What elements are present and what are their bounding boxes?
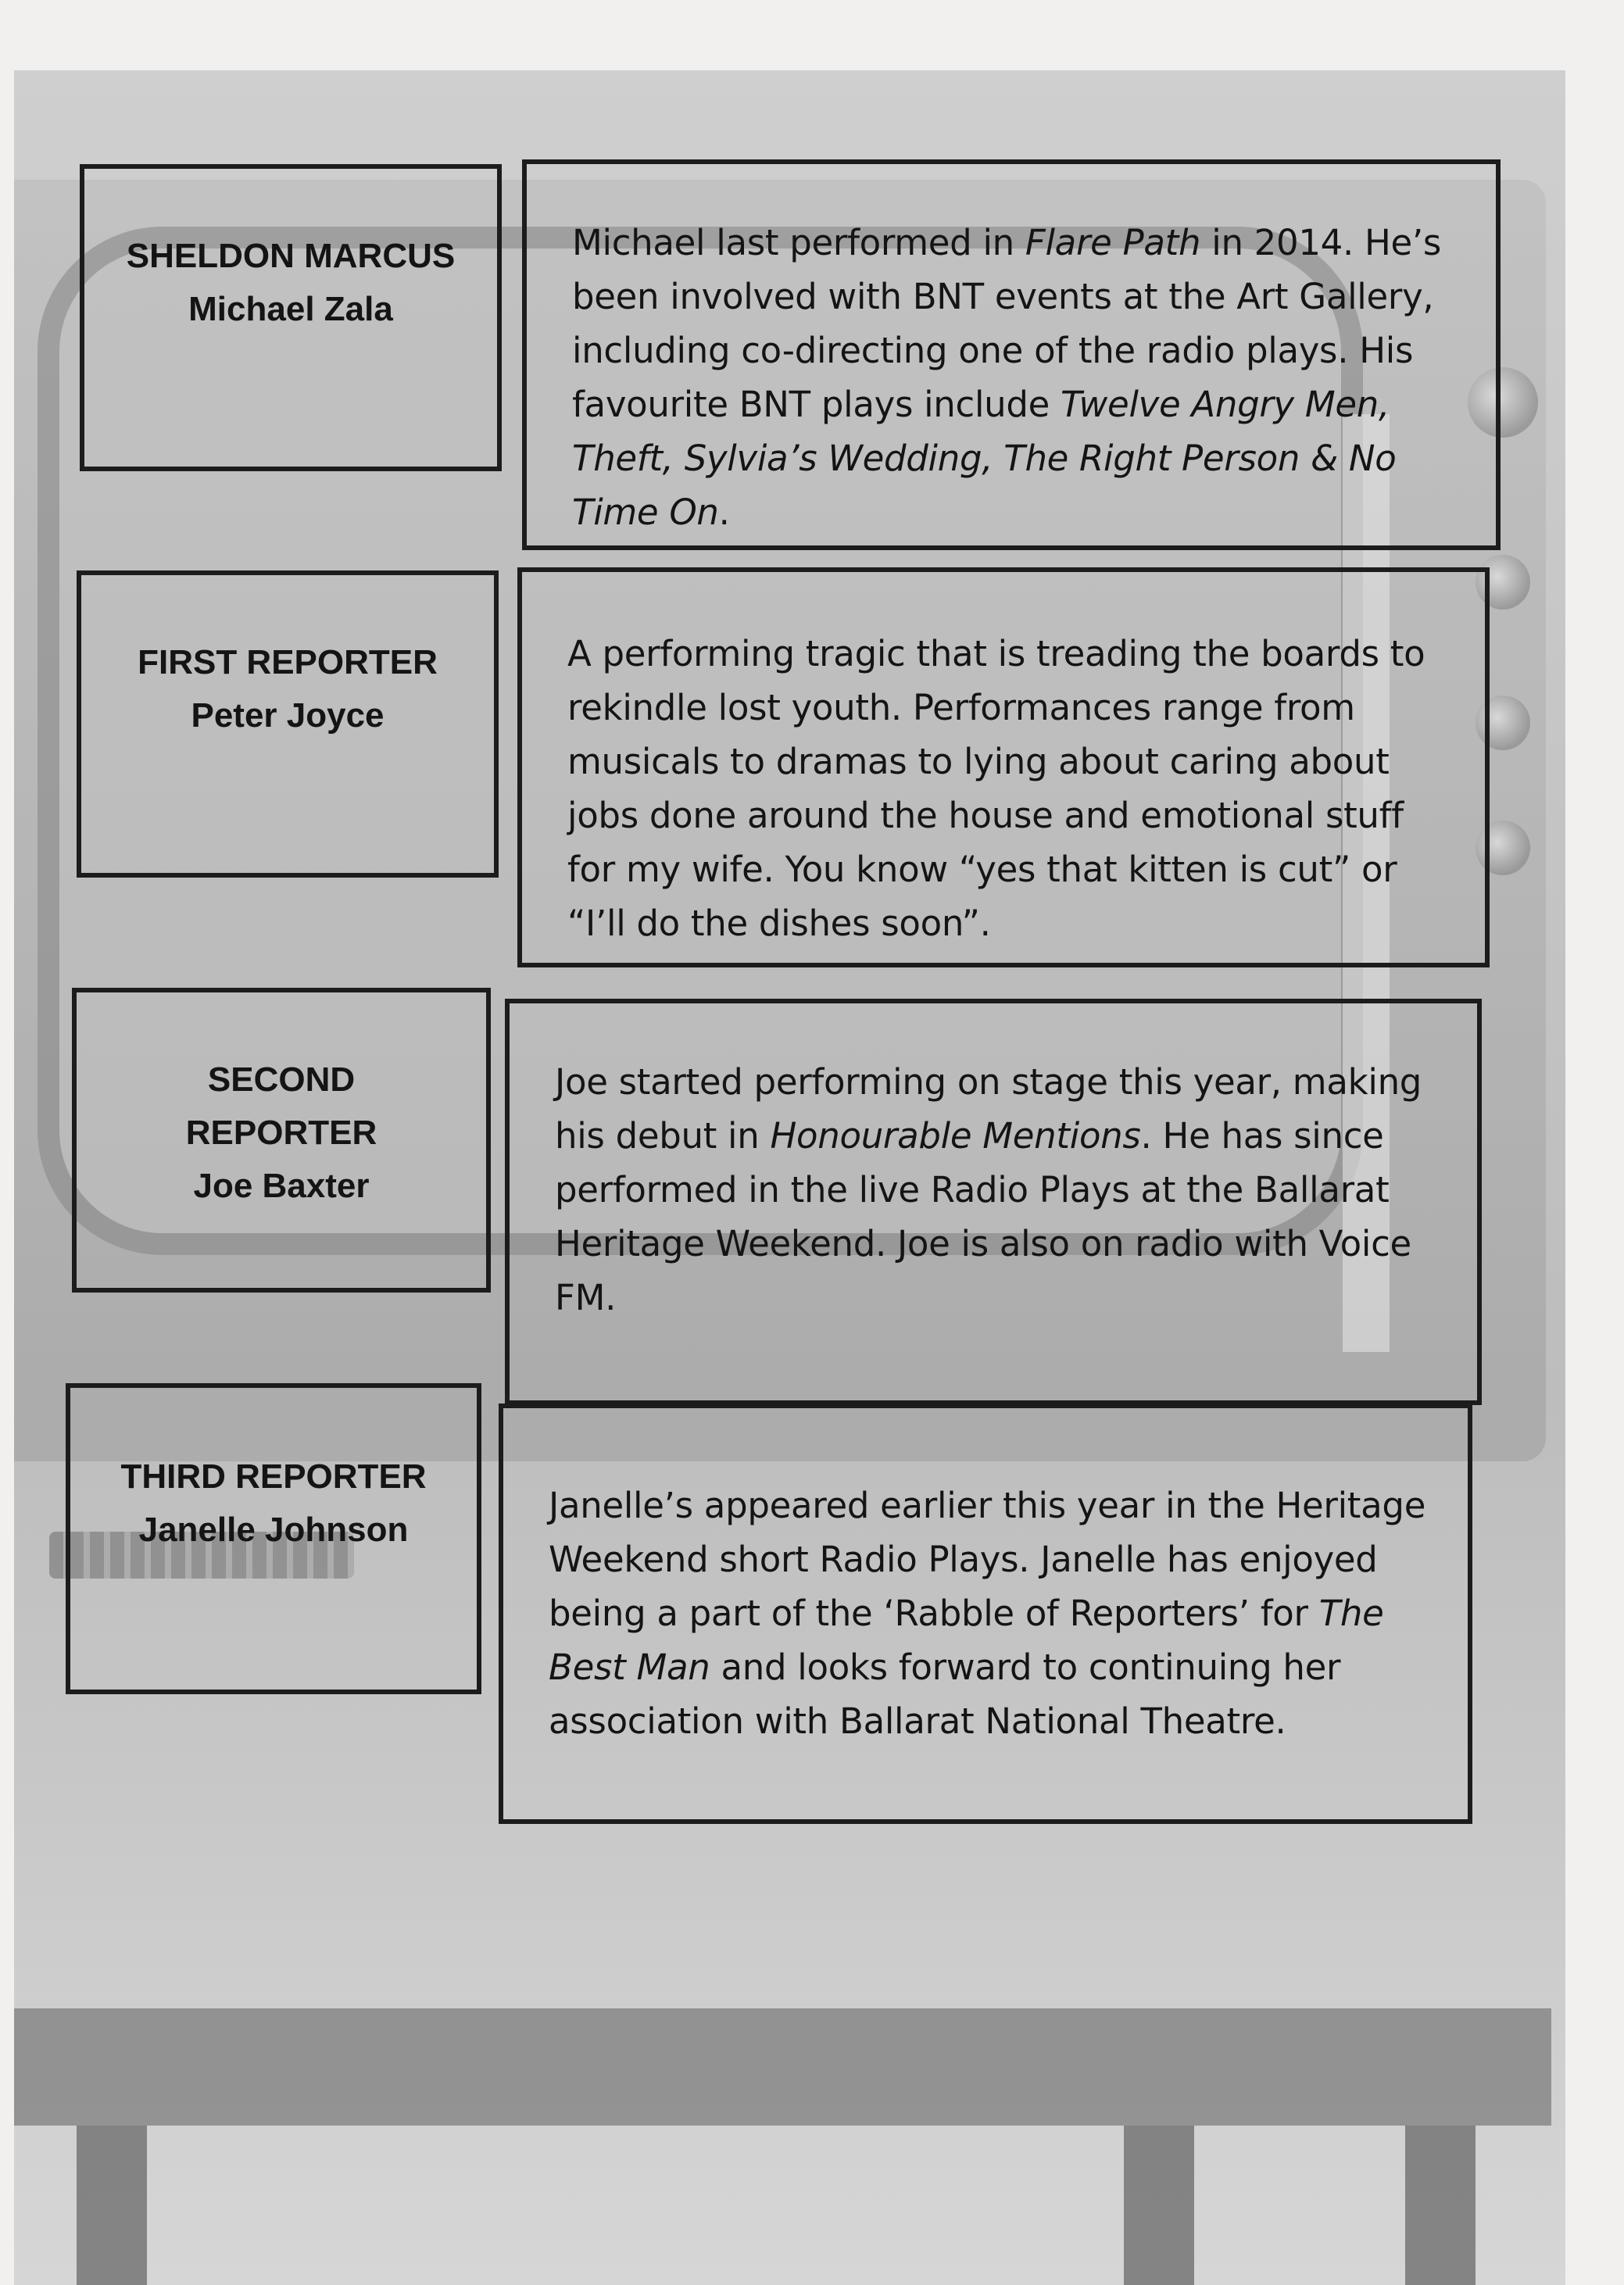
play-title: The Best Man — [549, 1593, 1384, 1688]
bio-text: A performing tragic that is treading the boards to rekindle lost youth. Performances range from musicals to dramas to lying about caring about jobs done around the house and emotional stuff for my wife. You know “yes that kitten is cut” or “I’ll do the dishes soon”. — [567, 633, 1425, 944]
bio-text: Janelle’s appeared earlier this year in the Heritage Weekend short Radio Plays. Janelle has enjoyed being a part of the ‘Rabble of Reporters’ for — [549, 1485, 1426, 1634]
role-name-line1: SECOND — [207, 1060, 356, 1099]
background-tv-leg — [1124, 2126, 1194, 2285]
play-titles: Twelve Angry Men, Theft, Sylvia’s Wedding, The Right Person & No Time On — [572, 384, 1397, 533]
bio-box-janelle-johnson — [499, 1404, 1472, 1824]
role-name: SHELDON MARCUS — [126, 237, 456, 275]
actor-name: Janelle Johnson — [138, 1511, 409, 1549]
role-box-sheldon-marcus — [80, 164, 502, 471]
role-name: THIRD REPORTER — [120, 1457, 427, 1496]
background-tv-leg — [1405, 2126, 1476, 2285]
bio-box-michael-zala — [522, 159, 1501, 550]
bio-text: in 2014. He’s been involved with BNT events at the Art Gallery, including co-directing one of the radio plays. His favourite BNT plays include — [572, 222, 1442, 425]
background-tv-leg — [77, 2126, 147, 2285]
bio-box-joe-baxter — [505, 999, 1482, 1405]
role-name-line2: REPORTER — [185, 1114, 377, 1152]
role-name: FIRST REPORTER — [138, 643, 438, 681]
play-title: Honourable Mentions — [770, 1115, 1141, 1157]
role-box-second-reporter — [72, 988, 491, 1293]
bio-text: and looks forward to continuing her association with Ballarat National Theatre. — [549, 1647, 1341, 1742]
play-title: Flare Path — [1025, 222, 1201, 263]
role-box-third-reporter — [66, 1383, 481, 1694]
bio-text: . — [718, 492, 730, 533]
background-tv-base — [14, 2008, 1551, 2126]
actor-name: Michael Zala — [188, 290, 393, 328]
bio-text: Joe started performing on stage this year, making his debut in — [555, 1061, 1422, 1157]
actor-name: Peter Joyce — [191, 696, 385, 735]
bio-text: Michael last performed in — [572, 222, 1025, 263]
role-box-first-reporter — [77, 570, 499, 878]
actor-name: Joe Baxter — [193, 1167, 370, 1205]
bio-text: . He has since performed in the live Radio Plays at the Ballarat Heritage Weekend. Joe is also on radio with Voice FM. — [555, 1115, 1411, 1318]
bio-box-peter-joyce — [517, 567, 1490, 967]
